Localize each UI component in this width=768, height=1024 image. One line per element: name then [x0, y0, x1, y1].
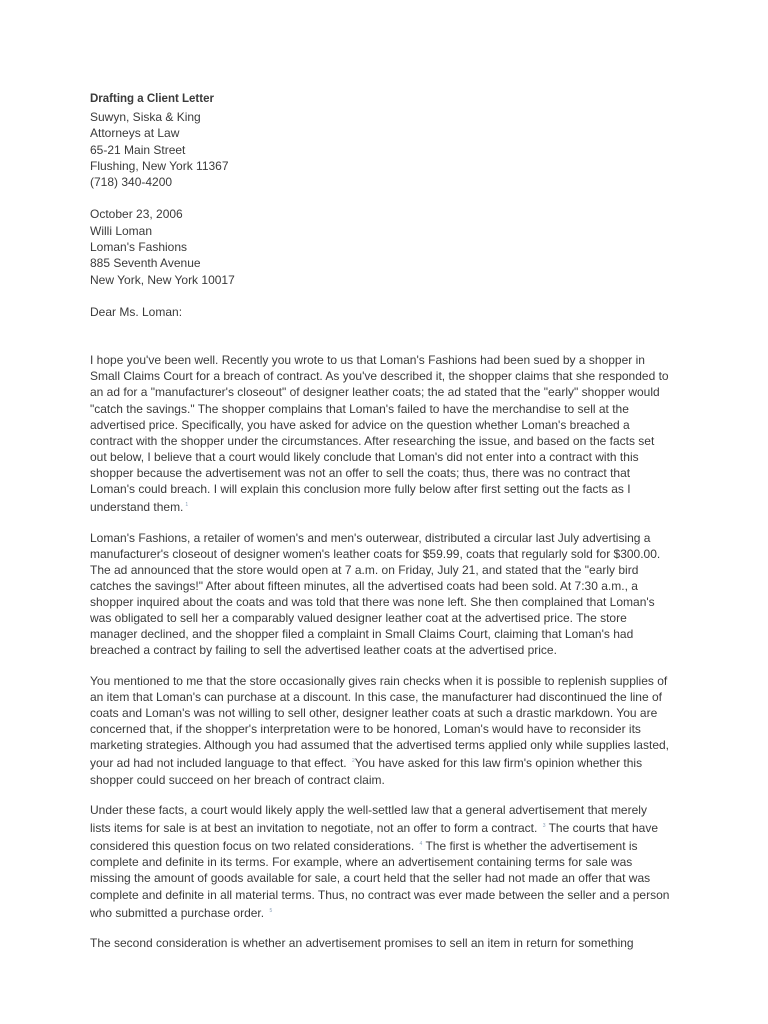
firm-phone: (718) 340-4200 [90, 175, 173, 190]
paragraph-text: Loman's Fashions, a retailer of women's and men's outerwear, distributed a circular last July advertising a manufacturer's closeout of designer women's leather coats for $59.99, coats that regularly sold for $300.00. The ad announced that the store would open at 7 a.m. on Friday, July 21, and stated that the "early bird catches the savings!" After about fifteen minutes, all the advertised coats had been sold. At 7:30 a.m., a shopper inquired about the coats and was told that there was none left. She then complained that Loman's was obligated to sell her a comparably valued designer leather coat at the advertised price. The store manager declined, and the shopper filed a complaint in Small Claims Court, claiming that Loman's had breached a contract by failing to sell the advertised leather coats at the advertised price. [90, 530, 661, 658]
letter-date: October 23, 2006 [90, 207, 183, 222]
firm-city: Flushing, New York 11367 [90, 158, 229, 173]
recipient-name: Willi Loman [90, 223, 153, 238]
firm-street: 65-21 Main Street [90, 142, 186, 157]
paragraph-text: You mentioned to me that the store occasionally gives rain checks when it is possible to replenish supplies of an item that Loman's can purchase at a discount. In this case, the manufacturer had discontinued the line of coats and Loman's was not willing to sell other, designer leather coats at such a drastic markdown. You are concerned that, if the shopper's interpretation were to be honored, Loman's would have to reconsider its marketing strategies. Although you had assumed that the advertised terms applied only while supplies lasted, your ad had not included language to that effect. [90, 673, 669, 771]
paragraph-text: The second consideration is whether an advertisement promises to sell an item in return for something [90, 936, 634, 951]
footnote-marker[interactable]: 1 [185, 502, 189, 509]
paragraph-text: You have asked for this law firm's opinion whether this shopper could succeed on her breach of contract claim. [90, 756, 643, 787]
recipient-city: New York, New York 10017 [90, 272, 235, 287]
paragraph-text: The courts that have considered this question focus on two related considerations. [90, 821, 658, 854]
recipient-street: 885 Seventh Avenue [90, 256, 201, 271]
paragraph-text: I hope you've been well. Recently you wrote to us that Loman's Fashions had been sued by a shopper in Small Claims Court for a breach of contract. As you've described it, the shopper claims that she responded to an ad for a "manufacturer's closeout" of designer leather coats; the ad stated that the "early" shopper would "catch the savings." The shopper complains that Loman's failed to have the merchandise to sell at the advertised price. Specifically, you have asked for advice on the question whether Loman's breached a contract with the shopper under the circumstances. After researching the issue, and based on the facts set out below, I believe that a court would likely conclude that Loman's did not enter into a contract with this shopper because the advertisement was not an offer to sell the coats; thus, there was no contract that Loman's could breach. I will explain this conclusion more fully below after first setting out the facts as I understand them. [90, 353, 669, 515]
paragraph-analysis [90, 802, 670, 921]
letter-page [90, 90, 670, 966]
paragraph-introduction [90, 352, 670, 515]
document-title: Drafting a Client Letter [90, 93, 214, 105]
firm-name: Suwyn, Siska & King [90, 110, 201, 124]
footnote-marker[interactable]: 3 [542, 823, 546, 830]
firm-address-block [90, 109, 670, 190]
footnote-marker[interactable]: 5 [269, 907, 273, 914]
firm-type: Attorneys at Law [90, 126, 180, 141]
paragraph-concerns [90, 673, 670, 788]
recipient-company: Loman's Fashions [90, 240, 188, 255]
paragraph-text: Under these facts, a court would likely apply the well-settled law that a general advertisement that merely lists items for sale is at best an invitation to negotiate, not an offer to form a contract. [90, 803, 647, 836]
paragraph-facts [90, 530, 670, 659]
footnote-marker[interactable]: 4 [419, 841, 423, 848]
footnote-marker[interactable]: 2 [351, 758, 355, 765]
recipient-address-block [90, 206, 670, 287]
paragraph-text: The first is whether the advertisement is complete and definite in its terms. For example, where an advertisement containing terms for sale was missing the amount of goods available for sale, a court held that the seller had not made an offer that was complete and definite in all material terms. Thus, no contract was ever made between the seller and a person who submitted a purchase order. [90, 839, 670, 920]
salutation: Dear Ms. Loman: [90, 304, 183, 319]
paragraph-second-consideration [90, 935, 670, 951]
